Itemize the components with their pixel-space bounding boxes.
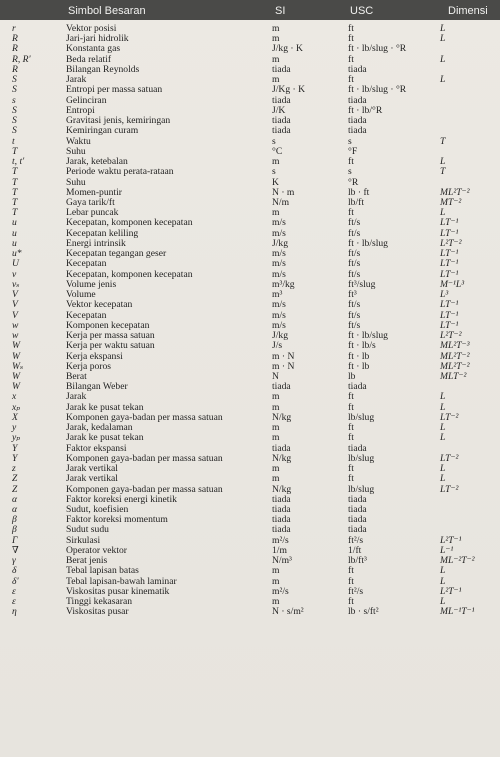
usc-unit-cell: ft [348, 53, 354, 65]
si-unit-cell: m [272, 23, 280, 34]
si-unit-cell: tiada [272, 381, 291, 393]
symbol-cell: T [12, 176, 18, 188]
quantity-name-cell: Jarak ke pusat tekan [66, 432, 144, 444]
dimension-cell: LT⁻¹ [440, 227, 459, 239]
usc-unit-cell: lb · ft [348, 186, 370, 198]
quantity-name-cell: Berat [66, 370, 87, 382]
symbol-cell: X [12, 411, 18, 423]
table-header [0, 0, 500, 20]
dimension-cell: LT⁻¹ [440, 319, 459, 331]
quantity-name-cell: Kecepatan keliling [66, 227, 139, 239]
symbol-cell: T [12, 207, 18, 219]
dimension-cell: L [440, 575, 446, 587]
quantity-name-cell: Lebar puncak [66, 207, 119, 219]
symbol-cell: ε [12, 596, 16, 608]
usc-unit-cell: ft [348, 565, 354, 577]
si-unit-cell: N/m³ [272, 555, 292, 567]
symbol-cell: x [12, 391, 17, 403]
dimension-cell: L [440, 391, 446, 403]
usc-unit-cell: ft/s [348, 227, 361, 239]
symbol-cell: V [12, 289, 18, 301]
dimension-cell: LT⁻² [440, 452, 459, 464]
usc-unit-cell: ft/s [348, 319, 361, 331]
symbol-cell: v [12, 268, 17, 280]
symbol-cell: T [12, 186, 18, 198]
symbol-cell: w [12, 319, 19, 331]
si-unit-cell: m [272, 473, 280, 485]
symbol-cell: R, R' [12, 53, 31, 65]
quantity-name-cell: Vektor kecepatan [66, 299, 133, 311]
symbol-cell: Γ [12, 534, 18, 546]
usc-unit-cell: lb [348, 370, 356, 382]
symbol-cell: R [12, 63, 18, 75]
dimension-cell: L [440, 23, 446, 34]
si-unit-cell: tiada [272, 442, 291, 454]
symbol-cell: u [12, 237, 17, 249]
si-unit-cell: J/kg · K [272, 43, 303, 55]
usc-unit-cell: lb/ft³ [348, 555, 367, 567]
dimension-cell: L²T⁻¹ [440, 534, 462, 546]
usc-unit-cell: ft [348, 463, 354, 475]
usc-unit-cell: ft [348, 23, 354, 34]
si-unit-cell: tiada [272, 125, 291, 137]
dimension-cell: LT⁻² [440, 411, 459, 423]
si-unit-cell: m [272, 565, 280, 577]
usc-unit-cell: ft [348, 207, 354, 219]
symbol-cell: y [12, 422, 17, 434]
si-unit-cell: m [272, 53, 280, 65]
usc-unit-cell: tiada [348, 94, 367, 106]
symbol-cell: Z [12, 483, 18, 495]
usc-unit-cell: tiada [348, 115, 367, 127]
dimension-cell: L [440, 432, 446, 444]
si-unit-cell: m/s [272, 268, 286, 280]
dimension-cell: LT⁻¹ [440, 217, 459, 229]
symbol-cell: α [12, 504, 18, 516]
quantity-name-cell: Operator vektor [66, 544, 128, 556]
dimension-cell: LT⁻¹ [440, 248, 459, 260]
usc-unit-cell: ft [348, 156, 354, 168]
symbol-cell: W [12, 350, 20, 362]
dimension-cell: L [440, 463, 446, 475]
dimension-cell: ML⁻¹T⁻¹ [440, 606, 475, 618]
usc-unit-cell: lb/slug [348, 483, 375, 495]
symbol-cell: vₛ [12, 278, 20, 290]
dimension-cell: L [440, 401, 446, 413]
dimension-cell: L [440, 473, 446, 485]
quantity-name-cell: Jarak ke pusat tekan [66, 401, 144, 413]
quantity-name-cell: Energi intrinsik [66, 237, 126, 249]
dimension-cell: LT⁻² [440, 483, 459, 495]
si-unit-cell: m [272, 74, 280, 86]
symbol-cell: z [12, 463, 16, 475]
quantity-name-cell: Viskositas pusar [66, 606, 129, 618]
quantity-name-cell: Konstanta gas [66, 43, 121, 55]
symbol-cell: V [12, 299, 18, 311]
usc-unit-cell: tiada [348, 381, 367, 393]
symbol-cell: u [12, 227, 17, 239]
symbol-cell: w [12, 330, 19, 342]
symbol-cell: ∇ [12, 544, 19, 556]
si-unit-cell: tiada [272, 514, 291, 526]
symbol-cell: u* [12, 248, 22, 260]
quantity-name-cell: Tebal lapisan batas [66, 565, 139, 577]
quantity-name-cell: Volume jenis [66, 278, 117, 290]
quantity-name-cell: Momen-puntir [66, 186, 122, 198]
dimension-cell: M⁻¹L³ [440, 278, 465, 290]
dimension-cell: LT⁻¹ [440, 258, 459, 270]
si-unit-cell: J/Kg · K [272, 84, 306, 96]
quantity-name-cell: Kemiringan curam [66, 125, 139, 137]
si-unit-cell: N · m [272, 186, 295, 198]
si-unit-cell: m²/s [272, 585, 289, 597]
symbol-cell: α [12, 493, 18, 505]
si-unit-cell: m · N [272, 360, 295, 372]
si-unit-cell: m [272, 401, 280, 413]
quantity-name-cell: Sudut, koefisien [66, 504, 129, 516]
quantity-name-cell: Berat jenis [66, 555, 108, 567]
usc-unit-cell: ft [348, 391, 354, 403]
si-unit-cell: tiada [272, 115, 291, 127]
usc-unit-cell: ft [348, 74, 354, 86]
si-unit-cell: m/s [272, 248, 286, 260]
usc-unit-cell: ft · lb [348, 360, 370, 372]
si-unit-cell: m/s [272, 227, 286, 239]
dimension-cell: LT⁻¹ [440, 299, 459, 311]
dimension-cell: L [440, 207, 446, 219]
si-unit-cell: s [272, 135, 276, 147]
symbol-cell: Wₛ [12, 360, 24, 372]
quantity-name-cell: Kerja per massa satuan [66, 330, 155, 342]
symbol-cell: S [12, 125, 17, 137]
symbol-cell: W [12, 340, 20, 352]
si-unit-cell: m · N [272, 350, 295, 362]
symbol-cell: R [12, 33, 18, 45]
quantity-name-cell: Periode waktu perata-rataan [66, 166, 174, 178]
usc-unit-cell: ft · lb/slug · °R [348, 43, 407, 55]
usc-unit-cell: ft [348, 575, 354, 587]
quantity-name-cell: Jarak, ketebalan [66, 156, 128, 168]
si-unit-cell: N [272, 370, 279, 382]
usc-unit-cell: ft [348, 432, 354, 444]
dimension-cell: L [440, 422, 446, 434]
si-unit-cell: m²/s [272, 534, 289, 546]
si-unit-cell: m [272, 156, 280, 168]
header-dimension: Dimensi [448, 5, 488, 17]
quantity-name-cell: Entropi [66, 104, 95, 116]
quantity-name-cell: Bilangan Weber [66, 381, 128, 393]
dimension-cell: L²T⁻² [440, 237, 462, 249]
si-unit-cell: N · s/m² [272, 606, 304, 618]
quantity-name-cell: Faktor ekspansi [66, 442, 127, 454]
quantity-name-cell: Kecepatan [66, 309, 107, 321]
usc-unit-cell: tiada [348, 514, 367, 526]
quantity-name-cell: Sudut sudu [66, 524, 109, 536]
usc-unit-cell: tiada [348, 524, 367, 536]
si-unit-cell: m [272, 207, 280, 219]
si-unit-cell: m [272, 463, 280, 475]
symbol-cell: γ [12, 555, 16, 567]
si-unit-cell: m³/kg [272, 278, 295, 290]
dimension-cell: LT⁻¹ [440, 309, 459, 321]
quantity-name-cell: Suhu [66, 176, 86, 188]
usc-unit-cell: tiada [348, 63, 367, 75]
quantity-name-cell: Komponen kecepatan [66, 319, 150, 331]
symbol-cell: W [12, 381, 20, 393]
header-usc: USC [350, 5, 374, 17]
usc-unit-cell: ft/s [348, 299, 361, 311]
quantity-name-cell: Kerja poros [66, 360, 112, 372]
si-unit-cell: tiada [272, 524, 291, 536]
si-unit-cell: m/s [272, 258, 286, 270]
si-unit-cell: N/m [272, 196, 290, 208]
si-unit-cell: m [272, 575, 280, 587]
symbol-cell: R [12, 43, 18, 55]
usc-unit-cell: s [348, 166, 352, 178]
usc-unit-cell: ft³ [348, 289, 357, 301]
dimension-cell: L³ [440, 289, 449, 301]
si-unit-cell: °C [272, 145, 283, 157]
quantity-name-cell: Gravitasi jenis, kemiringan [66, 115, 171, 127]
usc-unit-cell: ft [348, 473, 354, 485]
quantity-name-cell: Komponen gaya-badan per massa satuan [66, 483, 223, 495]
dimension-cell: L [440, 156, 446, 168]
dimension-cell: ML²T⁻² [440, 350, 470, 362]
symbol-cell: S [12, 115, 17, 127]
symbol-cell: Y [12, 452, 18, 464]
quantity-name-cell: Tebal lapisan-bawah laminar [66, 575, 177, 587]
si-unit-cell: J/K [272, 104, 286, 116]
si-unit-cell: m [272, 33, 280, 45]
quantity-name-cell: Kecepatan, komponen kecepatan [66, 268, 193, 280]
si-unit-cell: m [272, 391, 280, 403]
symbol-cell: ε [12, 585, 16, 597]
usc-unit-cell: ft/s [348, 309, 361, 321]
dimension-cell: L [440, 74, 446, 86]
si-unit-cell: m/s [272, 309, 286, 321]
si-unit-cell: m/s [272, 217, 286, 229]
symbol-cell: u [12, 217, 17, 229]
dimension-cell: L²T⁻¹ [440, 585, 462, 597]
symbol-cell: η [12, 606, 17, 618]
si-unit-cell: m [272, 432, 280, 444]
usc-unit-cell: ft/s [348, 268, 361, 280]
quantity-name-cell: Sirkulasi [66, 534, 101, 546]
table-row [0, 167, 500, 177]
symbol-cell: δ [12, 565, 17, 577]
usc-unit-cell: tiada [348, 504, 367, 516]
dimension-cell: MLT⁻² [440, 370, 467, 382]
quantity-name-cell: Jarak [66, 74, 87, 86]
usc-unit-cell: °R [348, 176, 359, 188]
usc-unit-cell: ft [348, 401, 354, 413]
symbol-cell: t [12, 135, 15, 147]
quantity-name-cell: Kerja ekspansi [66, 350, 123, 362]
symbol-cell: S [12, 84, 17, 96]
usc-unit-cell: 1/ft [348, 544, 362, 556]
dimension-cell: ML²T⁻³ [440, 340, 470, 352]
quantity-name-cell: Faktor koreksi energi kinetik [66, 493, 177, 505]
table-row [0, 607, 500, 617]
usc-unit-cell: ft/s [348, 217, 361, 229]
si-unit-cell: tiada [272, 94, 291, 106]
table-row [0, 341, 500, 351]
symbol-cell: W [12, 370, 20, 382]
si-unit-cell: J/kg [272, 330, 288, 342]
usc-unit-cell: ft [348, 596, 354, 608]
si-unit-cell: s [272, 166, 276, 178]
usc-unit-cell: ft [348, 33, 354, 45]
usc-unit-cell: lb/slug [348, 452, 375, 464]
dimension-cell: ML⁻²T⁻² [440, 555, 475, 567]
symbol-cell: t, t' [12, 156, 25, 168]
usc-unit-cell: °F [348, 145, 358, 157]
quantity-name-cell: Jarak [66, 391, 87, 403]
usc-unit-cell: ft [348, 422, 354, 434]
quantity-name-cell: Vektor posisi [66, 23, 117, 34]
symbol-cell: β [12, 514, 17, 526]
symbol-cell: Z [12, 473, 18, 485]
dimension-cell: L [440, 565, 446, 577]
quantity-name-cell: Tinggi kekasaran [66, 596, 132, 608]
symbol-cell: U [12, 258, 19, 270]
quantity-name-cell: Kecepatan [66, 258, 107, 270]
si-unit-cell: m/s [272, 299, 286, 311]
quantity-name-cell: Faktor koreksi momentum [66, 514, 168, 526]
usc-unit-cell: tiada [348, 493, 367, 505]
quantity-name-cell: Kerja per waktu satuan [66, 340, 155, 352]
si-unit-cell: N/kg [272, 411, 292, 423]
si-unit-cell: tiada [272, 493, 291, 505]
symbol-cell: r [12, 23, 16, 34]
symbol-cell: V [12, 309, 18, 321]
dimension-cell: T [440, 166, 446, 178]
quantity-name-cell: Entropi per massa satuan [66, 84, 163, 96]
si-unit-cell: N/kg [272, 483, 292, 495]
dimension-cell: L⁻¹ [440, 544, 454, 556]
usc-unit-cell: lb/ft [348, 196, 364, 208]
si-unit-cell: N/kg [272, 452, 292, 464]
dimension-cell: MT⁻² [440, 196, 462, 208]
usc-unit-cell: ft/s [348, 248, 361, 260]
symbol-cell: S [12, 104, 17, 116]
si-unit-cell: m [272, 422, 280, 434]
dimension-cell: L [440, 596, 446, 608]
usc-unit-cell: lb · s/ft² [348, 606, 379, 618]
symbol-cell: T [12, 166, 18, 178]
symbol-cell: T [12, 145, 18, 157]
usc-unit-cell: ft · lb/°R [348, 104, 383, 116]
usc-unit-cell: ft²/s [348, 585, 364, 597]
symbol-cell: S [12, 74, 17, 86]
usc-unit-cell: ft · lb/slug [348, 330, 388, 342]
si-unit-cell: K [272, 176, 279, 188]
usc-unit-cell: s [348, 135, 352, 147]
usc-unit-cell: ft²/s [348, 534, 364, 546]
quantity-name-cell: Viskositas pusar kinematik [66, 585, 170, 597]
quantity-name-cell: Suhu [66, 145, 86, 157]
usc-unit-cell: tiada [348, 442, 367, 454]
header-symbol-quantity: Simbol Besaran [68, 5, 146, 17]
dimension-cell: ML²T⁻² [440, 360, 470, 372]
si-unit-cell: J/s [272, 340, 283, 352]
symbol-cell: Y [12, 442, 18, 454]
quantity-name-cell: Bilangan Reynolds [66, 63, 140, 75]
dimension-cell: L [440, 53, 446, 65]
quantity-name-cell: Waktu [66, 135, 91, 147]
quantity-name-cell: Jarak vertikal [66, 473, 118, 485]
si-unit-cell: tiada [272, 504, 291, 516]
dimension-cell: L²T⁻² [440, 330, 462, 342]
quantity-name-cell: Jari-jari hidrolik [66, 33, 129, 45]
symbol-cell: T [12, 196, 18, 208]
quantity-name-cell: Gaya tarik/ft [66, 196, 115, 208]
quantity-name-cell: Jarak vertikal [66, 463, 118, 475]
usc-unit-cell: ft · lb [348, 350, 370, 362]
dimension-cell: L [440, 33, 446, 45]
usc-unit-cell: ft · lb/s [348, 340, 376, 352]
si-unit-cell: m/s [272, 319, 286, 331]
quantity-name-cell: Gelinciran [66, 94, 107, 106]
quantity-name-cell: Kecepatan tegangan geser [66, 248, 167, 260]
si-unit-cell: tiada [272, 63, 291, 75]
symbol-cell: β [12, 524, 17, 536]
quantity-name-cell: Komponen gaya-badan per massa satuan [66, 411, 223, 423]
quantity-name-cell: Beda relatif [66, 53, 112, 65]
si-unit-cell: m³ [272, 289, 283, 301]
dimension-cell: ML²T⁻² [440, 186, 470, 198]
quantity-name-cell: Kecepatan, komponen kecepatan [66, 217, 193, 229]
quantity-name-cell: Komponen gaya-badan per massa satuan [66, 452, 223, 464]
usc-unit-cell: ft · lb/slug [348, 237, 388, 249]
usc-unit-cell: tiada [348, 125, 367, 137]
si-unit-cell: m [272, 596, 280, 608]
symbol-cell: xₚ [12, 401, 21, 413]
si-unit-cell: 1/m [272, 544, 287, 556]
symbol-cell: s [12, 94, 16, 106]
quantity-name-cell: Jarak, kedalaman [66, 422, 133, 434]
table-row [0, 474, 500, 484]
quantity-name-cell: Volume [66, 289, 96, 301]
header-si: SI [275, 5, 286, 17]
usc-unit-cell: ft · lb/slug · °R [348, 84, 407, 96]
usc-unit-cell: lb/slug [348, 411, 375, 423]
dimension-cell: T [440, 135, 446, 147]
symbol-cell: yₚ [12, 432, 21, 444]
symbol-cell: δ' [12, 575, 19, 587]
si-unit-cell: J/kg [272, 237, 288, 249]
usc-unit-cell: ft³/slug [348, 278, 376, 290]
usc-unit-cell: ft/s [348, 258, 361, 270]
table-body [0, 24, 500, 618]
dimension-cell: LT⁻¹ [440, 268, 459, 280]
